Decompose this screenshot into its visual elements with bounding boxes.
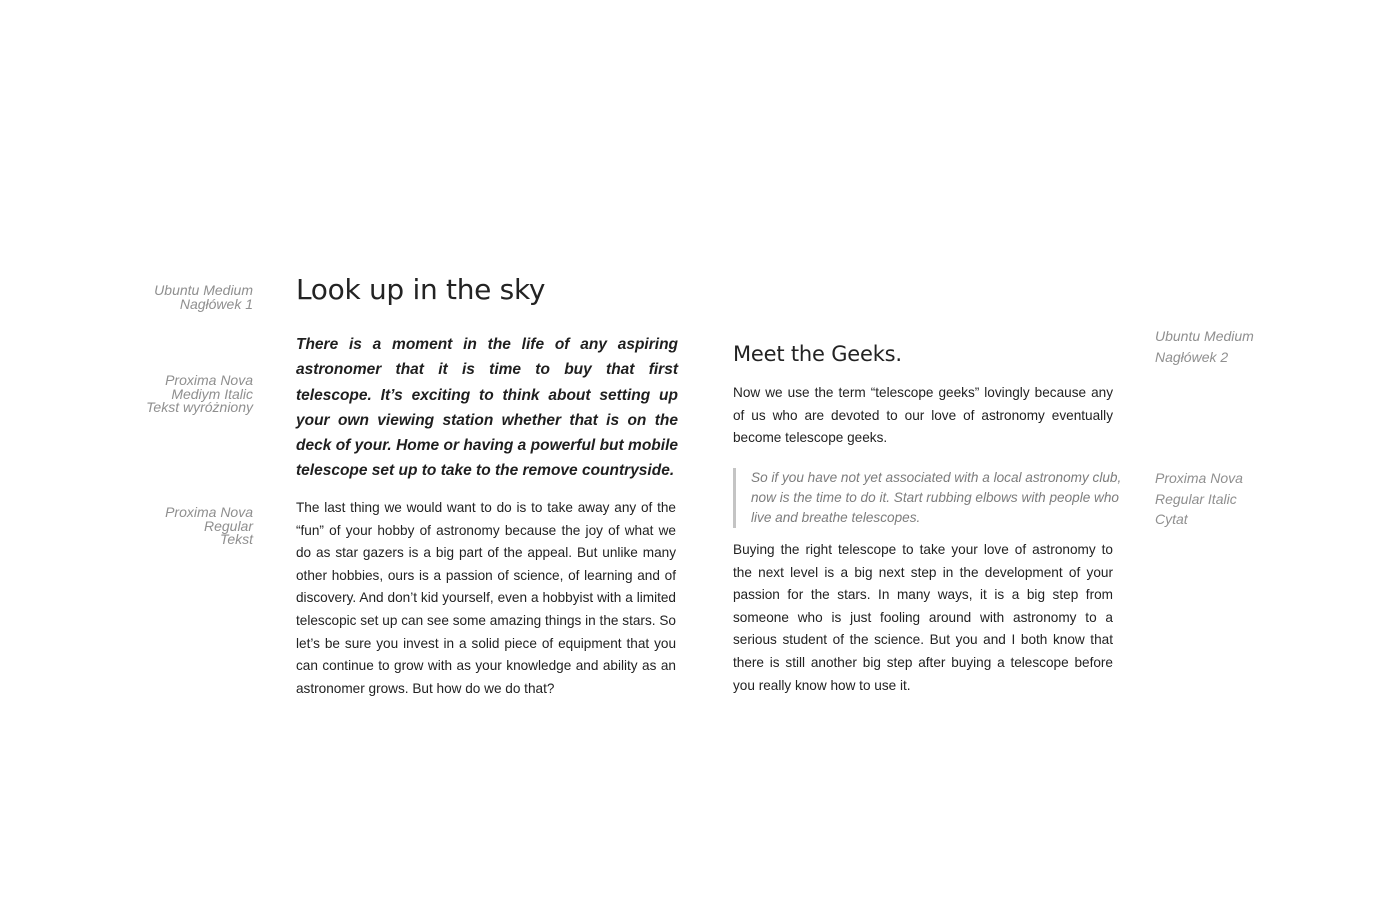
style-note-line: Regular	[203, 517, 253, 534]
style-note-lead	[53, 374, 253, 415]
style-note-line: Ubuntu Medium	[1155, 328, 1254, 344]
style-note-line: Nagłówek 2	[1155, 348, 1229, 365]
page-title: Look up in the sky	[296, 273, 546, 306]
style-note-line: Tekst wyróżniony	[146, 399, 253, 415]
style-note-body	[53, 506, 253, 547]
style-note-quote	[1155, 468, 1305, 530]
body-paragraph-left: The last thing we would want to do is to take away any of the “fun” of your hobby of astronomy because the joy of what we do as star gazers is a big part of the appeal. But unlike many other hobbies, ours is a passion of science, of learning and of discovery. And don’t kid yourself, even a hobbyist with a limited telescopic set up can see some amazing things in the stars. So let’s be sure you invest in a solid piece of equipment that you can continue to grow with as your knowledge and ability as an astronomer grows. But how do we do that?	[296, 500, 676, 696]
body-paragraph-right-2: Buying the right telescope to take your love of astronomy to the next level is a big next step in the development of your passion for the stars. In many ways, it is a big step from someone who is just fooling around with astronomy to a serious student of the science. But you and I both know that there is still another big step after buying a telescope before you really know how to use it.	[733, 542, 1113, 693]
style-note-line: Proxima Nova	[165, 372, 253, 388]
pull-quote: So if you have not yet associated with a local astronomy club, now is the time to do it. Start rubbing elbows with people who live and breathe telescopes.	[733, 468, 1129, 528]
body-paragraph-right-1: Now we use the term “telescope geeks” lovingly because any of us who are devoted to our love of astronomy eventually become telescope geeks.	[733, 385, 1113, 446]
style-note-line: Cytat	[1155, 511, 1188, 527]
style-note-line: Mediym Italic	[171, 385, 253, 402]
style-note-heading2	[1155, 326, 1305, 367]
section-heading: Meet the Geeks.	[733, 342, 902, 366]
style-note-line: Proxima Nova	[1155, 470, 1243, 486]
lead-paragraph: There is a moment in the life of any aspiring astronomer that it is time to buy that first telescope. It’s exciting to think about setting up your own viewing station whether that is on the deck of your. Home or having a powerful but mobile telescope set up to take to the remove countryside.	[296, 336, 678, 480]
style-note-line: Tekst	[220, 531, 253, 547]
style-note-line: Proxima Nova	[165, 504, 253, 520]
style-note-line: Nagłówek 1	[179, 295, 253, 312]
style-note-line: Ubuntu Medium	[154, 282, 253, 298]
style-note-line: Regular Italic	[1155, 490, 1237, 507]
style-note-heading1	[53, 284, 253, 311]
